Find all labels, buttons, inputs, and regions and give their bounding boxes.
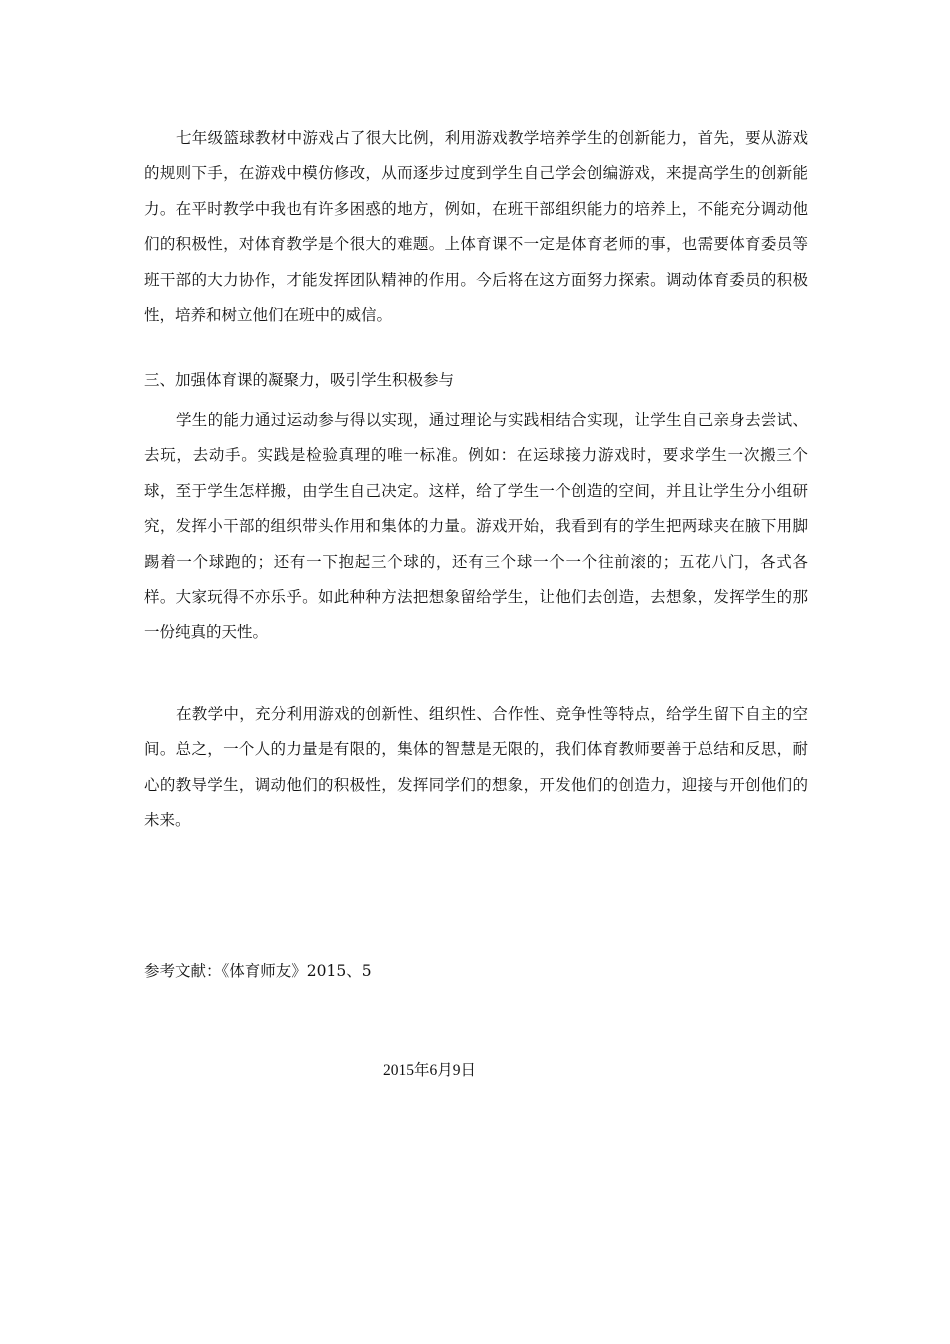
body-paragraph-2: 学生的能力通过运动参与得以实现，通过理论与实践相结合实现，让学生自己亲身去尝试、去玩，去动手。实践是检验真理的唯一标准。例如：在运球接力游戏时，要求学生一次搬三个球，至于学生怎样搬，由学生自己决定。这样，给了学生一个创造的空间，并且让学生分小组研究，发挥小干部的组织带头作用和集体的力量。游戏开始，我看到有的学生把两球夹在腋下用脚踢着一个球跑的；还有一下抱起三个球的，还有三个球一个一个往前滚的；五花八门，各式各样。大家玩得不亦乐乎。如此种种方法把想象留给学生，让他们去创造，去想象，发挥学生的那一份纯真的天性。	[144, 411, 808, 642]
references: 参考文献：《体育师友》2015、5	[144, 962, 372, 980]
section-heading: 三、加强体育课的凝聚力，吸引学生积极参与	[144, 371, 455, 389]
document-date: 2015年6月9日	[383, 1062, 477, 1079]
body-paragraph-3: 在教学中，充分利用游戏的创新性、组织性、合作性、竞争性等特点，给学生留下自主的空间。总之，一个人的力量是有限的，集体的智慧是无限的，我们体育教师要善于总结和反思，耐心的教导学生，调动他们的积极性，发挥同学们的想象，开发他们的创造力，迎接与开创他们的未来。	[144, 705, 808, 830]
body-paragraph-1: 七年级篮球教材中游戏占了很大比例，利用游戏教学培养学生的创新能力，首先，要从游戏的规则下手，在游戏中模仿修改，从而逐步过度到学生自己学会创编游戏，来提高学生的创新能力。在平时教学中我也有许多困惑的地方，例如，在班干部组织能力的培养上，不能充分调动他们的积极性，对体育教学是个很大的难题。上体育课不一定是体育老师的事，也需要体育委员等班干部的大力协作，才能发挥团队精神的作用。今后将在这方面努力探索。调动体育委员的积极性，培养和树立他们在班中的威信。	[144, 129, 808, 325]
